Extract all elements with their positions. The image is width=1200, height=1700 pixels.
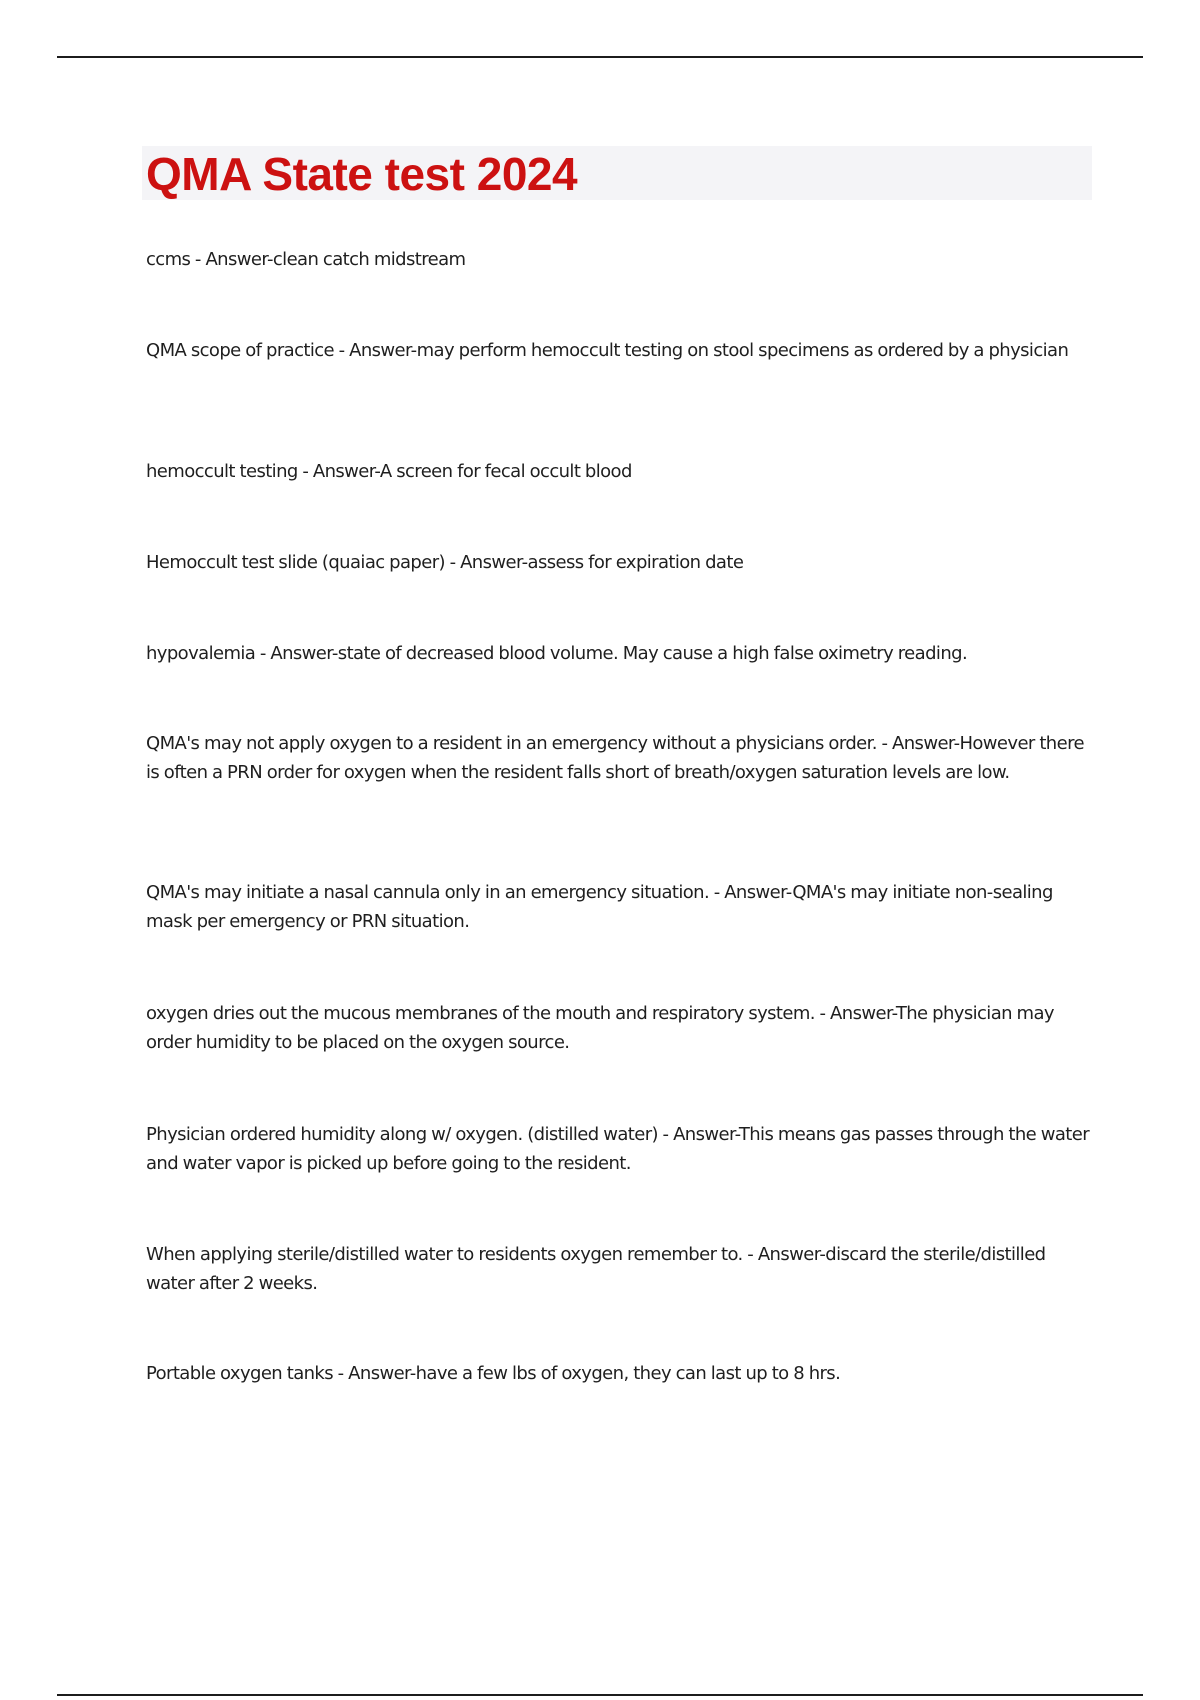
qa-entry: Portable oxygen tanks - Answer-have a few lbs of oxygen, they can last up to 8 hrs. — [146, 1363, 841, 1384]
qa-entry: oxygen dries out the mucous membranes of the mouth and respiratory system. - Answer-The physician may order humidity to be placed on the oxygen source. — [146, 1003, 1054, 1053]
qa-entry: Physician ordered humidity along w/ oxygen. (distilled water) - Answer-This means gas passes through the water and water vapor is picked up before going to the resident. — [146, 1124, 1090, 1174]
qa-entry: Hemoccult test slide (quaiac paper) - Answer-assess for expiration date — [146, 552, 744, 573]
bottom-rule — [57, 1694, 1143, 1696]
document-title: QMA State test 2024 — [146, 148, 578, 200]
qa-entry: hemoccult testing - Answer-A screen for fecal occult blood — [146, 461, 632, 482]
qa-entry: ccms - Answer-clean catch midstream — [146, 249, 466, 270]
top-rule — [57, 56, 1143, 58]
qa-entry: hypovalemia - Answer-state of decreased blood volume. May cause a high false oximetry reading. — [146, 643, 968, 664]
qa-entry: QMA scope of practice - Answer-may perform hemoccult testing on stool specimens as ordered by a physician — [146, 340, 1069, 361]
qa-entry: QMA's may initiate a nasal cannula only in an emergency situation. - Answer-QMA's may initiate non-sealing mask per emergency or PRN situation. — [146, 882, 1053, 932]
qa-entry: QMA's may not apply oxygen to a resident in an emergency without a physicians order. - Answer-However there is often a PRN order for oxygen when the resident falls short of breath/oxygen saturation levels are low. — [146, 733, 1084, 783]
qa-entry: When applying sterile/distilled water to residents oxygen remember to. - Answer-discard the sterile/distilled water after 2 weeks. — [146, 1244, 1046, 1294]
